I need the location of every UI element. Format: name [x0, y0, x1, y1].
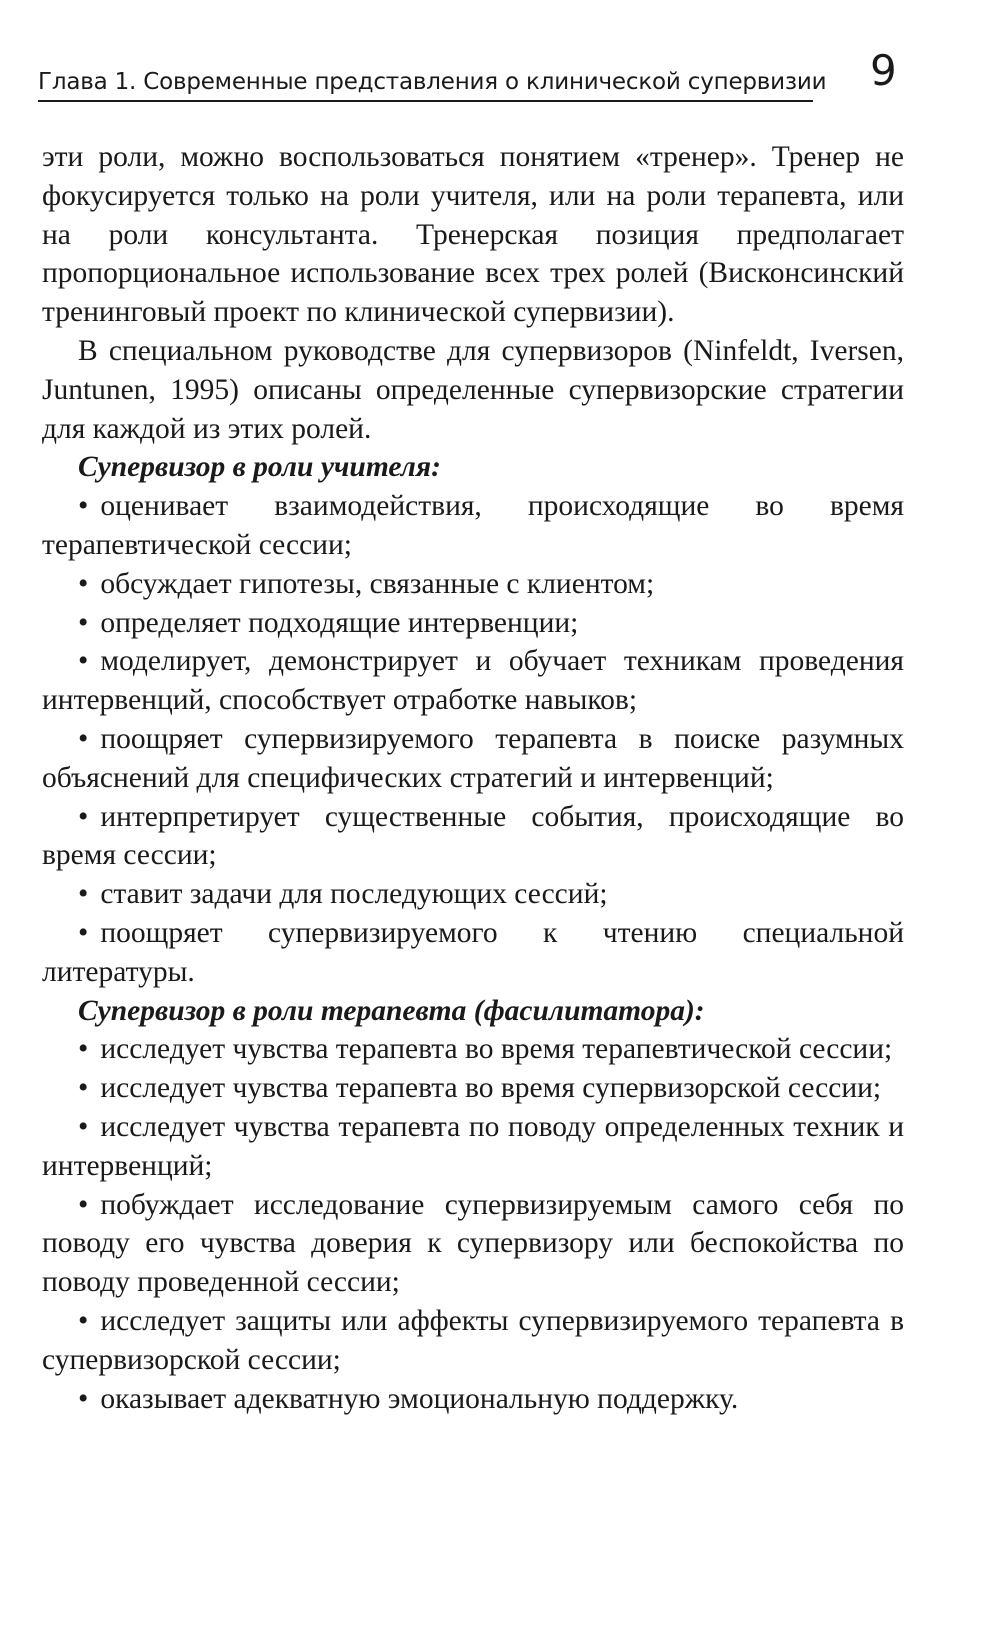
section-heading-teacher: Супервизор в роли учителя: — [78, 451, 441, 484]
list-item-teacher: • определяет подходящие интервенции; — [42, 604, 904, 643]
list-item-therapist: • побуждает исследование супервизируемым самого себя по поводу его чувства доверия к супервизору или беспокойства по поводу проведенной сессии; — [42, 1186, 904, 1302]
list-item-teacher: • моделирует, демонстрирует и обучает техникам проведения интервенций, способствует отработке навыков; — [42, 642, 904, 720]
paragraph-guide: В специальном руководстве для супервизоров (Ninfeldt, Iversen, Juntunen, 1995) описаны определенные супервизорские стратегии для каждой из этих ролей. — [42, 334, 904, 445]
page-number: 9 — [870, 46, 897, 95]
list-item-teacher: • ставит задачи для последующих сессий; — [42, 875, 904, 914]
chapter-title: Глава 1. Современные представления о клинической супервизии — [38, 69, 827, 95]
running-header — [38, 58, 827, 102]
list-item-therapist: • исследует защиты или аффекты супервизируемого терапевта в супервизорской сессии; — [42, 1302, 904, 1380]
list-item-therapist: • исследует чувства терапевта во время супервизорской сессии; — [42, 1069, 904, 1108]
list-item-therapist: • исследует чувства терапевта во время терапевтической сессии; — [42, 1030, 904, 1069]
list-item-teacher: • интерпретирует существенные события, происходящие во время сессии; — [42, 798, 904, 876]
list-item-teacher: • обсуждает гипотезы, связанные с клиентом; — [42, 565, 904, 604]
list-item-therapist: • исследует чувства терапевта по поводу определенных техник и интервенций; — [42, 1108, 904, 1186]
list-item-teacher: • оценивает взаимодействия, происходящие во время терапевтической сессии; — [42, 487, 904, 565]
paragraph-continued: эти роли, можно воспользоваться понятием «тренер». Тренер не фокусируется только на роли учителя, или на роли терапевта, или на роли консультанта. Тренерская позиция предполагает пропорциональное использование всех трех ролей (Висконсинский тренинговый проект по клинической супервизии). — [42, 141, 904, 329]
section-heading-therapist: Супервизор в роли терапевта (фасилитатора): — [78, 994, 705, 1027]
page-body — [42, 138, 904, 1418]
list-item-therapist: • оказывает адекватную эмоциональную поддержку. — [42, 1380, 904, 1419]
list-item-teacher: • поощряет супервизируемого терапевта в поиске разумных объяснений для специфических стратегий и интервенций; — [42, 720, 904, 798]
list-item-teacher: • поощряет супервизируемого к чтению специальной литературы. — [42, 914, 904, 992]
